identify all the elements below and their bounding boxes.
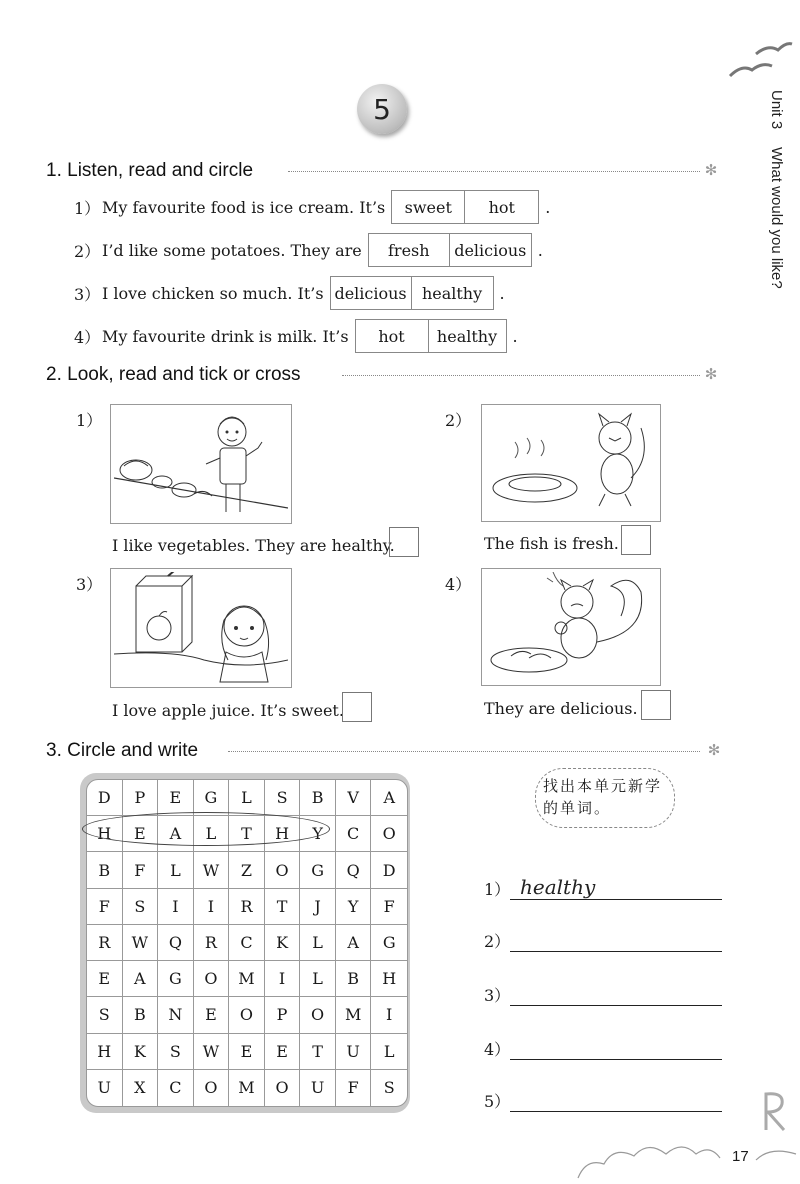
r-logo-icon bbox=[760, 1090, 790, 1132]
tick-cross-box[interactable] bbox=[342, 692, 372, 722]
tick-cross-box[interactable] bbox=[641, 690, 671, 720]
grid-letter[interactable]: E bbox=[229, 1034, 265, 1070]
answer-line-4: 4） bbox=[484, 1030, 722, 1060]
grid-letter[interactable]: I bbox=[194, 889, 230, 925]
grid-letter[interactable]: F bbox=[336, 1070, 372, 1106]
grid-letter[interactable]: H bbox=[371, 961, 407, 997]
grid-letter[interactable]: O bbox=[229, 997, 265, 1033]
answer-circle bbox=[82, 812, 330, 846]
option-1[interactable]: hot bbox=[378, 326, 405, 346]
grid-letter[interactable]: B bbox=[87, 852, 123, 888]
picture-caption: I love apple juice. It’s sweet. bbox=[112, 701, 344, 720]
grid-letter[interactable]: A bbox=[371, 780, 407, 816]
grid-letter[interactable]: M bbox=[229, 961, 265, 997]
grid-letter[interactable]: C bbox=[158, 1070, 194, 1106]
grid-letter[interactable]: F bbox=[371, 889, 407, 925]
answer-line-2: 2） bbox=[484, 922, 722, 952]
grid-letter[interactable]: F bbox=[123, 852, 159, 888]
grid-letter[interactable]: W bbox=[123, 925, 159, 961]
chillies-squirrel-picture bbox=[481, 568, 661, 686]
grid-letter[interactable]: D bbox=[371, 852, 407, 888]
grid-letter[interactable]: L bbox=[229, 780, 265, 816]
grid-letter[interactable]: S bbox=[123, 889, 159, 925]
picture-number: 2） bbox=[445, 411, 472, 430]
grid-letter[interactable]: I bbox=[158, 889, 194, 925]
grid-letter[interactable]: O bbox=[371, 816, 407, 852]
question-text: My favourite food is ice cream. It’s bbox=[102, 197, 386, 217]
answer-line-1: 1） healthy bbox=[484, 870, 722, 900]
grid-letter[interactable]: K bbox=[123, 1034, 159, 1070]
grid-letter[interactable]: Q bbox=[158, 925, 194, 961]
grid-letter[interactable]: J bbox=[300, 889, 336, 925]
grid-letter[interactable]: R bbox=[194, 925, 230, 961]
grid-letter[interactable]: T bbox=[229, 816, 265, 852]
grid-letter[interactable]: E bbox=[265, 1034, 301, 1070]
grid-letter[interactable]: T bbox=[300, 1034, 336, 1070]
hint-text: 找出本单元新学的单词。 bbox=[543, 777, 663, 817]
grid-letter[interactable]: F bbox=[87, 889, 123, 925]
picture-caption: They are delicious. bbox=[484, 699, 638, 718]
section1-item-2: 2） I’d like some potatoes. They are fresh delicious . bbox=[74, 233, 543, 267]
birds-decoration bbox=[728, 40, 794, 82]
grid-letter[interactable]: O bbox=[265, 1070, 301, 1106]
grid-letter[interactable]: Y bbox=[336, 889, 372, 925]
grid-letter[interactable]: G bbox=[371, 925, 407, 961]
grid-letter[interactable]: H bbox=[87, 1034, 123, 1070]
section1-item-1: 1） My favourite food is ice cream. It’s sweet hot . bbox=[74, 190, 550, 224]
grid-letter[interactable]: I bbox=[265, 961, 301, 997]
grid-letter[interactable]: U bbox=[87, 1070, 123, 1106]
grid-letter[interactable]: H bbox=[265, 816, 301, 852]
answer-line-3: 3） bbox=[484, 976, 722, 1006]
grid-letter[interactable]: O bbox=[194, 1070, 230, 1106]
grid-letter[interactable]: U bbox=[336, 1034, 372, 1070]
grid-letter[interactable]: G bbox=[158, 961, 194, 997]
flower-icon: ✻ bbox=[704, 161, 718, 179]
tick-cross-box[interactable] bbox=[621, 525, 651, 555]
grid-letter[interactable]: W bbox=[194, 852, 230, 888]
tick-cross-box[interactable] bbox=[389, 527, 419, 557]
apple-juice-girl-illustration bbox=[114, 572, 288, 684]
answer-input[interactable] bbox=[510, 926, 722, 952]
grid-letter[interactable]: P bbox=[123, 780, 159, 816]
option-1[interactable]: delicious bbox=[334, 283, 407, 303]
flower-icon: ✻ bbox=[707, 741, 721, 759]
grid-letter[interactable]: S bbox=[158, 1034, 194, 1070]
fish-cat-picture bbox=[481, 404, 661, 522]
option-box bbox=[391, 190, 539, 224]
picture-caption: I like vegetables. They are healthy. bbox=[112, 536, 395, 555]
section3-title: 3. Circle and write bbox=[46, 740, 199, 761]
grid-letter[interactable]: Q bbox=[336, 852, 372, 888]
grid-letter[interactable]: O bbox=[194, 961, 230, 997]
vegetables-boy-picture bbox=[110, 404, 292, 524]
answer-input[interactable] bbox=[510, 1086, 722, 1112]
grid-letter[interactable]: C bbox=[229, 925, 265, 961]
unit-side-tab bbox=[755, 90, 785, 310]
grid-letter[interactable]: E bbox=[194, 997, 230, 1033]
picture-number: 4） bbox=[445, 575, 472, 594]
grid-letter[interactable]: S bbox=[383, 1078, 395, 1098]
grid-letter[interactable]: I bbox=[371, 997, 407, 1033]
grid-letter[interactable]: V bbox=[336, 780, 372, 816]
grid-letter[interactable]: K bbox=[265, 925, 301, 961]
option-box bbox=[330, 276, 494, 310]
grid-letter[interactable]: R bbox=[229, 889, 265, 925]
grid-letter[interactable]: B bbox=[336, 961, 372, 997]
grid-letter[interactable]: C bbox=[336, 816, 372, 852]
grid-letter[interactable]: A bbox=[123, 961, 159, 997]
unit-title: What would you like? bbox=[768, 147, 785, 290]
page-number: 17 bbox=[732, 1148, 749, 1165]
option-1[interactable]: fresh bbox=[388, 240, 430, 260]
answer-input[interactable] bbox=[510, 1034, 722, 1060]
chillies-squirrel-illustration bbox=[485, 572, 657, 682]
grid-letter[interactable]: B bbox=[300, 780, 336, 816]
option-2[interactable]: hot bbox=[464, 191, 538, 223]
option-2[interactable]: delicious bbox=[449, 234, 531, 266]
section3-divider bbox=[228, 751, 700, 752]
answer-input[interactable] bbox=[510, 874, 722, 900]
grid-letter[interactable]: M bbox=[336, 997, 372, 1033]
grid-letter[interactable]: W bbox=[194, 1034, 230, 1070]
grid-letter[interactable]: A bbox=[336, 925, 372, 961]
grid-letter[interactable]: L bbox=[158, 852, 194, 888]
grid-letter[interactable]: E bbox=[158, 780, 194, 816]
grid-letter[interactable]: R bbox=[87, 925, 123, 961]
answer-line-5: 5） bbox=[484, 1082, 722, 1112]
grid-letter[interactable]: L bbox=[371, 1034, 407, 1070]
grid-letter[interactable]: E bbox=[123, 816, 159, 852]
picture-caption: The fish is fresh. bbox=[484, 534, 619, 553]
option-1[interactable]: sweet bbox=[404, 197, 452, 217]
grid-letter[interactable]: Z bbox=[229, 852, 265, 888]
answer-value: healthy bbox=[520, 875, 596, 899]
fish-cat-illustration bbox=[485, 408, 657, 518]
clouds-decoration bbox=[576, 1138, 800, 1182]
answer-input[interactable] bbox=[510, 980, 722, 1006]
grid-letter[interactable]: A bbox=[158, 816, 194, 852]
grid-letter[interactable]: O bbox=[300, 997, 336, 1033]
grid-letter[interactable]: G bbox=[300, 852, 336, 888]
grid-letter[interactable]: S bbox=[265, 780, 301, 816]
grid-letter[interactable]: X bbox=[123, 1070, 159, 1106]
unit-number-badge: 5 bbox=[357, 84, 407, 134]
section2-divider bbox=[342, 375, 700, 376]
section1-title: 1. Listen, read and circle bbox=[46, 160, 254, 181]
question-text: I love chicken so much. It’s bbox=[102, 283, 324, 303]
question-text: My favourite drink is milk. It’s bbox=[102, 326, 349, 346]
grid-letter[interactable]: H bbox=[87, 816, 123, 852]
option-box bbox=[355, 319, 507, 353]
grid-letter[interactable]: G bbox=[194, 780, 230, 816]
unit-label: Unit 3 bbox=[768, 90, 785, 130]
section1-divider bbox=[288, 171, 700, 172]
grid-letter[interactable]: U bbox=[300, 1070, 336, 1106]
grid-letter[interactable]: P bbox=[265, 997, 301, 1033]
grid-letter[interactable]: N bbox=[158, 997, 194, 1033]
option-2[interactable]: healthy bbox=[411, 277, 493, 309]
picture-number: 1） bbox=[76, 411, 103, 430]
flower-icon: ✻ bbox=[704, 365, 718, 383]
section1-item-4: 4） My favourite drink is milk. It’s hot healthy . bbox=[74, 319, 518, 353]
option-2[interactable]: healthy bbox=[428, 320, 506, 352]
apple-juice-girl-picture bbox=[110, 568, 292, 688]
grid-letter[interactable]: D bbox=[87, 780, 123, 816]
vegetables-boy-illustration bbox=[114, 408, 288, 520]
grid-letter[interactable]: M bbox=[229, 1070, 265, 1106]
grid-letter[interactable]: E bbox=[87, 961, 123, 997]
grid-letter[interactable]: S bbox=[87, 997, 123, 1033]
grid-letter[interactable]: L bbox=[300, 961, 336, 997]
section2-title: 2. Look, read and tick or cross bbox=[46, 364, 301, 385]
grid-letter[interactable]: Y bbox=[300, 816, 336, 852]
grid-letter[interactable]: B bbox=[123, 997, 159, 1033]
section1-item-3: 3） I love chicken so much. It’s delicious healthy . bbox=[74, 276, 505, 310]
option-box bbox=[368, 233, 532, 267]
question-text: I’d like some potatoes. They are bbox=[102, 240, 362, 260]
grid-letter[interactable]: L bbox=[194, 816, 230, 852]
grid-letter[interactable]: L bbox=[300, 925, 336, 961]
grid-letter[interactable]: O bbox=[265, 852, 301, 888]
picture-number: 3） bbox=[76, 575, 103, 594]
grid-letter[interactable]: T bbox=[265, 889, 301, 925]
